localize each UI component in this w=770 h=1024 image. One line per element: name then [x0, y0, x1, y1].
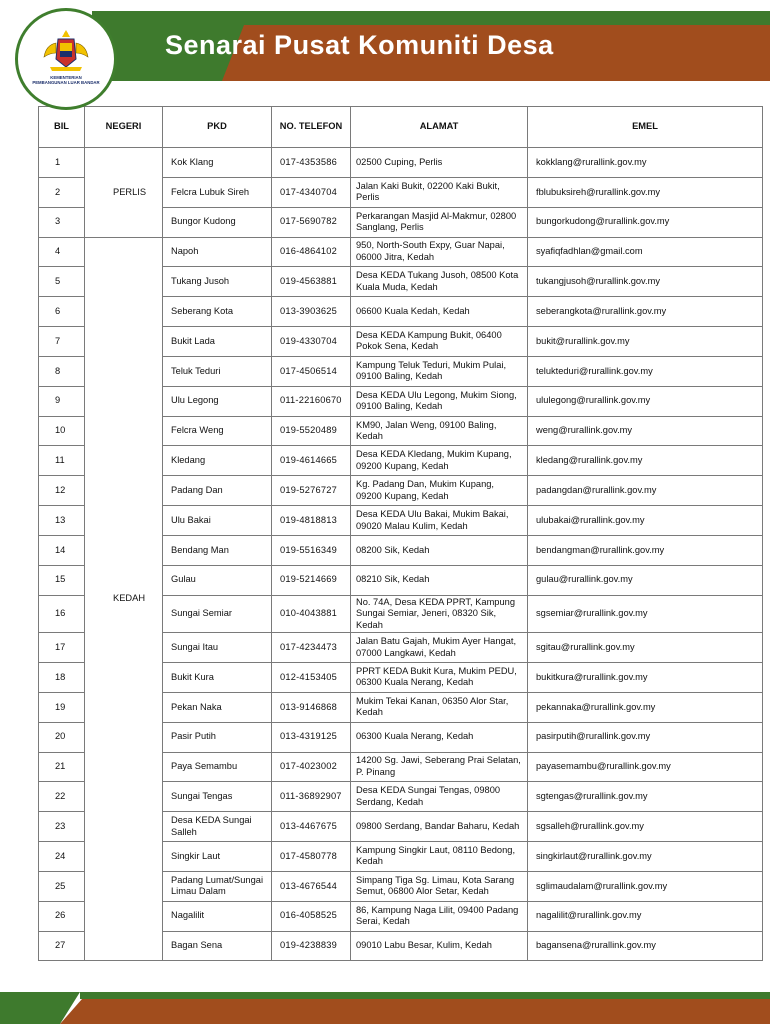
cell-emel: sgsemiar@rurallink.gov.my — [528, 595, 763, 633]
cell-bil: 9 — [39, 386, 85, 416]
cell-telefon: 017-4353586 — [272, 148, 351, 178]
header-negeri: NEGERI — [85, 107, 163, 148]
cell-telefon: 017-4340704 — [272, 177, 351, 207]
cell-emel: nagalilit@rurallink.gov.my — [528, 901, 763, 931]
cell-alamat: 86, Kampung Naga Lilit, 09400 Padang Serai, Kedah — [351, 901, 528, 931]
cell-pkd: Nagalilit — [163, 901, 272, 931]
table-body — [39, 148, 763, 961]
cell-emel: tukangjusoh@rurallink.gov.my — [528, 267, 763, 297]
cell-telefon: 017-5690782 — [272, 207, 351, 237]
cell-bil: 24 — [39, 842, 85, 872]
cell-emel: bukitkura@rurallink.gov.my — [528, 663, 763, 693]
cell-bil: 10 — [39, 416, 85, 446]
cell-alamat: Desa KEDA Kledang, Mukim Kupang, 09200 Kupang, Kedah — [351, 446, 528, 476]
cell-bil: 5 — [39, 267, 85, 297]
cell-pkd: Paya Semambu — [163, 752, 272, 782]
cell-telefon: 017-4234473 — [272, 633, 351, 663]
cell-emel: bendangman@rurallink.gov.my — [528, 535, 763, 565]
state-label: PERLIS — [113, 186, 147, 197]
cell-alamat: Desa KEDA Sungai Tengas, 09800 Serdang, Kedah — [351, 782, 528, 812]
footer-green-strip — [80, 992, 770, 999]
cell-bil: 21 — [39, 752, 85, 782]
cell-bil: 19 — [39, 692, 85, 722]
cell-pkd: Padang Dan — [163, 476, 272, 506]
cell-pkd: Desa KEDA Sungai Salleh — [163, 812, 272, 842]
cell-telefon: 016-4864102 — [272, 237, 351, 267]
cell-alamat: Desa KEDA Ulu Legong, Mukim Siong, 09100 Baling, Kedah — [351, 386, 528, 416]
cell-emel: kokklang@rurallink.gov.my — [528, 148, 763, 178]
cell-emel: bukit@rurallink.gov.my — [528, 327, 763, 357]
cell-pkd: Singkir Laut — [163, 842, 272, 872]
cell-emel: sgitau@rurallink.gov.my — [528, 633, 763, 663]
cell-bil: 11 — [39, 446, 85, 476]
cell-pkd: Sungai Itau — [163, 633, 272, 663]
header-alamat: ALAMAT — [351, 107, 528, 148]
cell-emel: bagansena@rurallink.gov.my — [528, 931, 763, 961]
cell-pkd: Kledang — [163, 446, 272, 476]
cell-telefon: 013-3903625 — [272, 297, 351, 327]
cell-pkd: Tukang Jusoh — [163, 267, 272, 297]
cell-pkd: Ulu Legong — [163, 386, 272, 416]
cell-alamat: 08210 Sik, Kedah — [351, 565, 528, 595]
cell-emel: singkirlaut@rurallink.gov.my — [528, 842, 763, 872]
cell-emel: telukteduri@rurallink.gov.my — [528, 356, 763, 386]
footer-brown-band — [60, 999, 770, 1024]
cell-pkd: Kok Klang — [163, 148, 272, 178]
cell-bil: 8 — [39, 356, 85, 386]
cell-alamat: Kampung Singkir Laut, 08110 Bedong, Kedah — [351, 842, 528, 872]
cell-alamat: 08200 Sik, Kedah — [351, 535, 528, 565]
cell-pkd: Bukit Kura — [163, 663, 272, 693]
cell-alamat: Jalan Kaki Bukit, 02200 Kaki Bukit, Perlis — [351, 177, 528, 207]
cell-emel: pekannaka@rurallink.gov.my — [528, 692, 763, 722]
cell-alamat: Simpang Tiga Sg. Limau, Kota Sarang Semut, 06800 Alor Setar, Kedah — [351, 871, 528, 901]
cell-bil: 12 — [39, 476, 85, 506]
cell-emel: weng@rurallink.gov.my — [528, 416, 763, 446]
cell-alamat: 02500 Cuping, Perlis — [351, 148, 528, 178]
cell-telefon: 013-9146868 — [272, 692, 351, 722]
cell-telefon: 019-5276727 — [272, 476, 351, 506]
cell-pkd: Felcra Lubuk Sireh — [163, 177, 272, 207]
cell-bil: 16 — [39, 595, 85, 633]
cell-emel: syafiqfadhlan@gmail.com — [528, 237, 763, 267]
cell-telefon: 011-36892907 — [272, 782, 351, 812]
cell-alamat: Mukim Tekai Kanan, 06350 Alor Star, Kedah — [351, 692, 528, 722]
header-bil: BIL — [39, 107, 85, 148]
cell-emel: bungorkudong@rurallink.gov.my — [528, 207, 763, 237]
logo-text-line1: KEMENTERIAN — [50, 75, 82, 81]
cell-pkd: Sungai Semiar — [163, 595, 272, 633]
header-pkd: PKD — [163, 107, 272, 148]
cell-pkd: Gulau — [163, 565, 272, 595]
cell-telefon: 019-5516349 — [272, 535, 351, 565]
cell-telefon: 010-4043881 — [272, 595, 351, 633]
cell-telefon: 011-22160670 — [272, 386, 351, 416]
state-label: KEDAH — [113, 593, 146, 604]
cell-bil: 23 — [39, 812, 85, 842]
cell-emel: pasirputih@rurallink.gov.my — [528, 722, 763, 752]
cell-telefon: 019-4238839 — [272, 931, 351, 961]
cell-alamat: Desa KEDA Ulu Bakai, Mukim Bakai, 09020 Malau Kulim, Kedah — [351, 506, 528, 536]
cell-alamat: 06300 Kuala Nerang, Kedah — [351, 722, 528, 752]
cell-emel: sglimaudalam@rurallink.gov.my — [528, 871, 763, 901]
cell-pkd: Bungor Kudong — [163, 207, 272, 237]
cell-telefon: 019-4818813 — [272, 506, 351, 536]
table-row — [39, 148, 763, 178]
cell-emel: fblubuksireh@rurallink.gov.my — [528, 177, 763, 207]
cell-pkd: Seberang Kota — [163, 297, 272, 327]
cell-pkd: Felcra Weng — [163, 416, 272, 446]
cell-bil: 4 — [39, 237, 85, 267]
cell-bil: 7 — [39, 327, 85, 357]
page-title: Senarai Pusat Komuniti Desa — [165, 30, 554, 60]
header-emel: EMEL — [528, 107, 763, 148]
cell-bil: 18 — [39, 663, 85, 693]
page-footer — [0, 992, 770, 1024]
cell-bil: 14 — [39, 535, 85, 565]
cell-pkd: Napoh — [163, 237, 272, 267]
cell-pkd: Ulu Bakai — [163, 506, 272, 536]
cell-telefon: 017-4580778 — [272, 842, 351, 872]
cell-telefon: 019-4563881 — [272, 267, 351, 297]
cell-pkd: Bendang Man — [163, 535, 272, 565]
cell-alamat: 09010 Labu Besar, Kulim, Kedah — [351, 931, 528, 961]
cell-negeri-kedah — [85, 237, 163, 961]
cell-pkd: Pasir Putih — [163, 722, 272, 752]
cell-alamat: Kampung Teluk Teduri, Mukim Pulai, 09100 Baling, Kedah — [351, 356, 528, 386]
logo-text-line2: PEMBANGUNAN LUAR BANDAR — [32, 80, 100, 86]
table-header-row — [39, 107, 763, 148]
cell-telefon: 016-4058525 — [272, 901, 351, 931]
cell-bil: 1 — [39, 148, 85, 178]
cell-alamat: 06600 Kuala Kedah, Kedah — [351, 297, 528, 327]
cell-alamat: 950, North-South Expy, Guar Napai, 06000 Jitra, Kedah — [351, 237, 528, 267]
cell-telefon: 013-4676544 — [272, 871, 351, 901]
cell-alamat: Desa KEDA Kampung Bukit, 06400 Pokok Sena, Kedah — [351, 327, 528, 357]
cell-alamat: KM90, Jalan Weng, 09100 Baling, Kedah — [351, 416, 528, 446]
cell-telefon: 017-4506514 — [272, 356, 351, 386]
cell-pkd: Bagan Sena — [163, 931, 272, 961]
cell-bil: 22 — [39, 782, 85, 812]
cell-bil: 2 — [39, 177, 85, 207]
cell-emel: seberangkota@rurallink.gov.my — [528, 297, 763, 327]
cell-emel: gulau@rurallink.gov.my — [528, 565, 763, 595]
cell-bil: 15 — [39, 565, 85, 595]
ministry-logo — [15, 8, 117, 110]
cell-alamat: 14200 Sg. Jawi, Seberang Prai Selatan, P. Pinang — [351, 752, 528, 782]
cell-emel: kledang@rurallink.gov.my — [528, 446, 763, 476]
cell-pkd: Bukit Lada — [163, 327, 272, 357]
cell-bil: 3 — [39, 207, 85, 237]
cell-alamat: Kg. Padang Dan, Mukim Kupang, 09200 Kupang, Kedah — [351, 476, 528, 506]
page-header — [0, 0, 770, 100]
cell-alamat: No. 74A, Desa KEDA PPRT, Kampung Sungai Semiar, Jeneri, 08320 Sik, Kedah — [351, 595, 528, 633]
cell-alamat: PPRT KEDA Bukit Kura, Mukim PEDU, 06300 Kuala Nerang, Kedah — [351, 663, 528, 693]
header-telefon: NO. TELEFON — [272, 107, 351, 148]
cell-bil: 20 — [39, 722, 85, 752]
cell-negeri-perlis — [85, 148, 163, 238]
cell-alamat: 09800 Serdang, Bandar Baharu, Kedah — [351, 812, 528, 842]
cell-pkd: Sungai Tengas — [163, 782, 272, 812]
cell-emel: ululegong@rurallink.gov.my — [528, 386, 763, 416]
cell-emel: sgtengas@rurallink.gov.my — [528, 782, 763, 812]
table-row — [39, 237, 763, 267]
cell-telefon: 017-4023002 — [272, 752, 351, 782]
cell-pkd: Padang Lumat/Sungai Limau Dalam — [163, 871, 272, 901]
cell-emel: sgsalleh@rurallink.gov.my — [528, 812, 763, 842]
cell-bil: 27 — [39, 931, 85, 961]
cell-telefon: 019-5214669 — [272, 565, 351, 595]
cell-emel: payasemambu@rurallink.gov.my — [528, 752, 763, 782]
cell-telefon: 012-4153405 — [272, 663, 351, 693]
cell-telefon: 019-4330704 — [272, 327, 351, 357]
cell-bil: 26 — [39, 901, 85, 931]
cell-bil: 13 — [39, 506, 85, 536]
cell-telefon: 013-4319125 — [272, 722, 351, 752]
cell-bil: 25 — [39, 871, 85, 901]
cell-alamat: Desa KEDA Tukang Jusoh, 08500 Kota Kuala Muda, Kedah — [351, 267, 528, 297]
cell-alamat: Jalan Batu Gajah, Mukim Ayer Hangat, 07000 Langkawi, Kedah — [351, 633, 528, 663]
cell-bil: 17 — [39, 633, 85, 663]
cell-telefon: 019-4614665 — [272, 446, 351, 476]
cell-bil: 6 — [39, 297, 85, 327]
cell-emel: ulubakai@rurallink.gov.my — [528, 506, 763, 536]
cell-telefon: 019-5520489 — [272, 416, 351, 446]
cell-pkd: Pekan Naka — [163, 692, 272, 722]
cell-telefon: 013-4467675 — [272, 812, 351, 842]
cell-emel: padangdan@rurallink.gov.my — [528, 476, 763, 506]
coat-of-arms-icon — [38, 29, 94, 73]
pkd-table — [38, 106, 763, 961]
cell-pkd: Teluk Teduri — [163, 356, 272, 386]
cell-alamat: Perkarangan Masjid Al-Makmur, 02800 Sanglang, Perlis — [351, 207, 528, 237]
